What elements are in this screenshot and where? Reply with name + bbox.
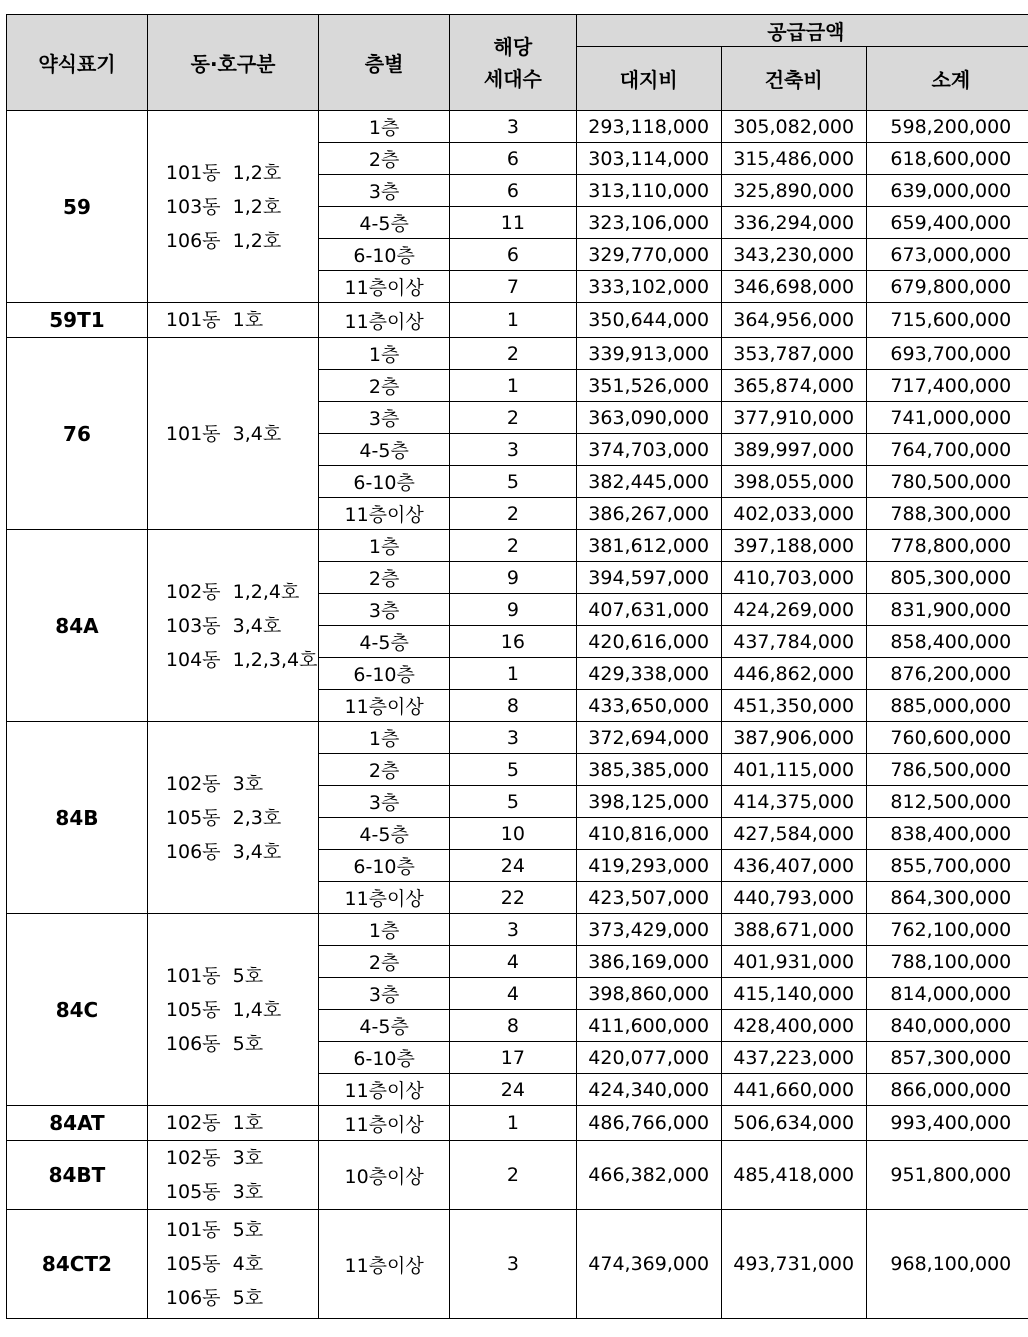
floor-cell: 6-10층: [319, 239, 450, 271]
household-count-cell: 5: [450, 754, 577, 786]
subtotal-cell: 788,300,000: [866, 498, 1028, 530]
land-cost-cell: 420,077,000: [576, 1042, 721, 1074]
subtotal-cell: 717,400,000: [866, 370, 1028, 402]
household-count-cell: 8: [450, 690, 577, 722]
unit-type-cell: 84AT: [7, 1106, 148, 1141]
building-cost-cell: 343,230,000: [721, 239, 866, 271]
dong-ho-cell: [147, 303, 318, 338]
subtotal-cell: 876,200,000: [866, 658, 1028, 690]
subtotal-cell: 760,600,000: [866, 722, 1028, 754]
land-cost-cell: 410,816,000: [576, 818, 721, 850]
land-cost-cell: 419,293,000: [576, 850, 721, 882]
household-count-cell: 22: [450, 882, 577, 914]
land-cost-cell: 373,429,000: [576, 914, 721, 946]
supply-price-table: [6, 14, 1028, 1319]
table-row: [7, 722, 1028, 754]
building-cost-cell: 427,584,000: [721, 818, 866, 850]
household-count-cell: 3: [450, 111, 577, 143]
land-cost-cell: 486,766,000: [576, 1106, 721, 1141]
land-cost-cell: 429,338,000: [576, 658, 721, 690]
building-cost-cell: 451,350,000: [721, 690, 866, 722]
table-row: [7, 1210, 1028, 1319]
household-count-cell: 9: [450, 594, 577, 626]
floor-cell: 2층: [319, 946, 450, 978]
land-cost-cell: 339,913,000: [576, 338, 721, 370]
subtotal-cell: 858,400,000: [866, 626, 1028, 658]
floor-cell: 4-5층: [319, 626, 450, 658]
land-cost-cell: 333,102,000: [576, 271, 721, 303]
land-cost-cell: 466,382,000: [576, 1141, 721, 1210]
building-cost-cell: 401,931,000: [721, 946, 866, 978]
dong-ho-line: 105동 2,3호: [165, 806, 282, 829]
subtotal-cell: 885,000,000: [866, 690, 1028, 722]
floor-cell: 2층: [319, 562, 450, 594]
land-cost-cell: 407,631,000: [576, 594, 721, 626]
header-dong: 동·호구분: [147, 15, 318, 111]
building-cost-cell: 365,874,000: [721, 370, 866, 402]
header-building: 건축비: [721, 47, 866, 111]
subtotal-cell: 780,500,000: [866, 466, 1028, 498]
table-row: [7, 1141, 1028, 1210]
building-cost-cell: 397,188,000: [721, 530, 866, 562]
subtotal-cell: 639,000,000: [866, 175, 1028, 207]
building-cost-cell: 402,033,000: [721, 498, 866, 530]
subtotal-cell: 618,600,000: [866, 143, 1028, 175]
table-row: [7, 338, 1028, 370]
land-cost-cell: 382,445,000: [576, 466, 721, 498]
floor-cell: 6-10층: [319, 1042, 450, 1074]
floor-cell: 1층: [319, 338, 450, 370]
household-count-cell: 24: [450, 850, 577, 882]
building-cost-cell: 336,294,000: [721, 207, 866, 239]
dong-ho-cell: [147, 1106, 318, 1141]
building-cost-cell: 436,407,000: [721, 850, 866, 882]
subtotal-cell: 788,100,000: [866, 946, 1028, 978]
household-count-cell: 1: [450, 370, 577, 402]
header-floor: 층별: [319, 15, 450, 111]
building-cost-cell: 346,698,000: [721, 271, 866, 303]
dong-ho-cell: [147, 530, 318, 722]
dong-ho-line: 103동 1,2호: [165, 195, 282, 218]
dong-ho-line: 106동 5호: [165, 1287, 264, 1309]
floor-cell: 1층: [319, 111, 450, 143]
land-cost-cell: 411,600,000: [576, 1010, 721, 1042]
table-row: [7, 303, 1028, 338]
land-cost-cell: 323,106,000: [576, 207, 721, 239]
floor-cell: 3층: [319, 786, 450, 818]
subtotal-cell: 814,000,000: [866, 978, 1028, 1010]
household-count-cell: 4: [450, 946, 577, 978]
table-row: [7, 914, 1028, 946]
unit-type-cell: 84A: [7, 530, 148, 722]
subtotal-cell: 786,500,000: [866, 754, 1028, 786]
subtotal-cell: 598,200,000: [866, 111, 1028, 143]
subtotal-cell: 693,700,000: [866, 338, 1028, 370]
land-cost-cell: 424,340,000: [576, 1074, 721, 1106]
land-cost-cell: 474,369,000: [576, 1210, 721, 1319]
household-count-cell: 11: [450, 207, 577, 239]
household-count-cell: 3: [450, 1210, 577, 1319]
land-cost-cell: 363,090,000: [576, 402, 721, 434]
dong-ho-line: 103동 3,4호: [165, 614, 282, 637]
household-count-cell: 16: [450, 626, 577, 658]
floor-cell: 1층: [319, 530, 450, 562]
floor-cell: 3층: [319, 402, 450, 434]
table-body: [7, 111, 1028, 1319]
building-cost-cell: 364,956,000: [721, 303, 866, 338]
dong-ho-cell: [147, 111, 318, 303]
floor-cell: 2층: [319, 370, 450, 402]
unit-type-cell: 84CT2: [7, 1210, 148, 1319]
household-count-cell: 6: [450, 239, 577, 271]
household-count-cell: 6: [450, 175, 577, 207]
dong-ho-line: 101동 5호: [165, 1219, 264, 1241]
land-cost-cell: 398,860,000: [576, 978, 721, 1010]
land-cost-cell: 329,770,000: [576, 239, 721, 271]
household-count-cell: 1: [450, 658, 577, 690]
floor-cell: 4-5층: [319, 1010, 450, 1042]
table-row: [7, 1106, 1028, 1141]
dong-ho-cell: [147, 338, 318, 530]
floor-cell: 3층: [319, 594, 450, 626]
land-cost-cell: 385,385,000: [576, 754, 721, 786]
header-type: 약식표기: [7, 15, 148, 111]
dong-ho-line: 106동 5호: [165, 1032, 264, 1055]
floor-cell: 2층: [319, 143, 450, 175]
floor-cell: 6-10층: [319, 850, 450, 882]
subtotal-cell: 679,800,000: [866, 271, 1028, 303]
subtotal-cell: 864,300,000: [866, 882, 1028, 914]
household-count-cell: 3: [450, 434, 577, 466]
header-supply: 공급금액: [576, 15, 1028, 47]
subtotal-cell: 838,400,000: [866, 818, 1028, 850]
header-subtotal: 소계: [866, 47, 1028, 111]
building-cost-cell: 377,910,000: [721, 402, 866, 434]
floor-cell: 3층: [319, 978, 450, 1010]
household-count-cell: 2: [450, 530, 577, 562]
household-count-cell: 8: [450, 1010, 577, 1042]
floor-cell: 11층이상: [319, 1210, 450, 1319]
building-cost-cell: 410,703,000: [721, 562, 866, 594]
subtotal-cell: 762,100,000: [866, 914, 1028, 946]
floor-cell: 11층이상: [319, 882, 450, 914]
household-count-cell: 24: [450, 1074, 577, 1106]
floor-cell: 6-10층: [319, 466, 450, 498]
table-row: [7, 530, 1028, 562]
dong-ho-line: 102동 3호: [165, 772, 264, 795]
building-cost-cell: 414,375,000: [721, 786, 866, 818]
subtotal-cell: 857,300,000: [866, 1042, 1028, 1074]
building-cost-cell: 493,731,000: [721, 1210, 866, 1319]
household-count-cell: 1: [450, 303, 577, 338]
building-cost-cell: 415,140,000: [721, 978, 866, 1010]
building-cost-cell: 485,418,000: [721, 1141, 866, 1210]
household-count-cell: 5: [450, 466, 577, 498]
subtotal-cell: 855,700,000: [866, 850, 1028, 882]
land-cost-cell: 351,526,000: [576, 370, 721, 402]
subtotal-cell: 831,900,000: [866, 594, 1028, 626]
land-cost-cell: 386,267,000: [576, 498, 721, 530]
dong-ho-cell: [147, 1141, 318, 1210]
land-cost-cell: 350,644,000: [576, 303, 721, 338]
floor-cell: 11층이상: [319, 1106, 450, 1141]
land-cost-cell: 381,612,000: [576, 530, 721, 562]
household-count-cell: 2: [450, 498, 577, 530]
land-cost-cell: 372,694,000: [576, 722, 721, 754]
unit-type-cell: 84B: [7, 722, 148, 914]
land-cost-cell: 374,703,000: [576, 434, 721, 466]
dong-ho-line: 102동 3호: [165, 1147, 264, 1169]
unit-type-cell: 59: [7, 111, 148, 303]
building-cost-cell: 506,634,000: [721, 1106, 866, 1141]
dong-ho-line: 105동 4호: [165, 1253, 264, 1275]
floor-cell: 3층: [319, 175, 450, 207]
subtotal-cell: 840,000,000: [866, 1010, 1028, 1042]
building-cost-cell: 446,862,000: [721, 658, 866, 690]
household-count-cell: 2: [450, 402, 577, 434]
dong-ho-line: 104동 1,2,3,4호: [165, 648, 318, 671]
dong-ho-line: 106동 3,4호: [165, 840, 282, 863]
building-cost-cell: 401,115,000: [721, 754, 866, 786]
floor-cell: 4-5층: [319, 207, 450, 239]
floor-cell: 11층이상: [319, 690, 450, 722]
dong-ho-cell: [147, 1210, 318, 1319]
land-cost-cell: 303,114,000: [576, 143, 721, 175]
subtotal-cell: 805,300,000: [866, 562, 1028, 594]
household-count-cell: 4: [450, 978, 577, 1010]
floor-cell: 4-5층: [319, 434, 450, 466]
unit-type-cell: 84C: [7, 914, 148, 1106]
building-cost-cell: 424,269,000: [721, 594, 866, 626]
subtotal-cell: 764,700,000: [866, 434, 1028, 466]
building-cost-cell: 315,486,000: [721, 143, 866, 175]
building-cost-cell: 305,082,000: [721, 111, 866, 143]
floor-cell: 11층이상: [319, 498, 450, 530]
dong-ho-line: 101동 5호: [165, 964, 264, 987]
unit-type-cell: 59T1: [7, 303, 148, 338]
subtotal-cell: 993,400,000: [866, 1106, 1028, 1141]
subtotal-cell: 968,100,000: [866, 1210, 1028, 1319]
floor-cell: 1층: [319, 722, 450, 754]
dong-ho-line: 106동 1,2호: [165, 229, 282, 252]
building-cost-cell: 325,890,000: [721, 175, 866, 207]
building-cost-cell: 398,055,000: [721, 466, 866, 498]
household-count-cell: 10: [450, 818, 577, 850]
land-cost-cell: 423,507,000: [576, 882, 721, 914]
building-cost-cell: 437,223,000: [721, 1042, 866, 1074]
land-cost-cell: 420,616,000: [576, 626, 721, 658]
floor-cell: 2층: [319, 754, 450, 786]
subtotal-cell: 715,600,000: [866, 303, 1028, 338]
dong-ho-line: 102동 1,2,4호: [165, 580, 300, 603]
land-cost-cell: 386,169,000: [576, 946, 721, 978]
floor-cell: 6-10층: [319, 658, 450, 690]
dong-ho-cell: [147, 914, 318, 1106]
dong-ho-line: 101동 1호: [165, 309, 264, 331]
land-cost-cell: 293,118,000: [576, 111, 721, 143]
subtotal-cell: 778,800,000: [866, 530, 1028, 562]
household-count-cell: 2: [450, 338, 577, 370]
household-count-cell: 3: [450, 914, 577, 946]
header-land: 대지비: [576, 47, 721, 111]
dong-ho-line: 101동 3,4호: [165, 422, 282, 445]
floor-cell: 11층이상: [319, 303, 450, 338]
household-count-cell: 9: [450, 562, 577, 594]
household-count-cell: 1: [450, 1106, 577, 1141]
header-count-label: 해당 세대수: [483, 34, 542, 91]
building-cost-cell: 428,400,000: [721, 1010, 866, 1042]
floor-cell: 11층이상: [319, 1074, 450, 1106]
land-cost-cell: 433,650,000: [576, 690, 721, 722]
building-cost-cell: 387,906,000: [721, 722, 866, 754]
subtotal-cell: 741,000,000: [866, 402, 1028, 434]
header-count: [450, 15, 577, 111]
building-cost-cell: 353,787,000: [721, 338, 866, 370]
floor-cell: 10층이상: [319, 1141, 450, 1210]
dong-ho-line: 102동 1호: [165, 1112, 264, 1134]
building-cost-cell: 440,793,000: [721, 882, 866, 914]
floor-cell: 1층: [319, 914, 450, 946]
dong-ho-line: 101동 1,2호: [165, 161, 282, 184]
unit-type-cell: 76: [7, 338, 148, 530]
subtotal-cell: 812,500,000: [866, 786, 1028, 818]
table-row: [7, 111, 1028, 143]
dong-ho-cell: [147, 722, 318, 914]
floor-cell: 11층이상: [319, 271, 450, 303]
subtotal-cell: 673,000,000: [866, 239, 1028, 271]
subtotal-cell: 951,800,000: [866, 1141, 1028, 1210]
unit-type-cell: 84BT: [7, 1141, 148, 1210]
subtotal-cell: 866,000,000: [866, 1074, 1028, 1106]
household-count-cell: 5: [450, 786, 577, 818]
dong-ho-line: 105동 3호: [165, 1181, 264, 1203]
floor-cell: 4-5층: [319, 818, 450, 850]
household-count-cell: 7: [450, 271, 577, 303]
household-count-cell: 6: [450, 143, 577, 175]
dong-ho-line: 105동 1,4호: [165, 998, 282, 1021]
land-cost-cell: 394,597,000: [576, 562, 721, 594]
building-cost-cell: 437,784,000: [721, 626, 866, 658]
household-count-cell: 2: [450, 1141, 577, 1210]
building-cost-cell: 441,660,000: [721, 1074, 866, 1106]
land-cost-cell: 398,125,000: [576, 786, 721, 818]
household-count-cell: 17: [450, 1042, 577, 1074]
subtotal-cell: 659,400,000: [866, 207, 1028, 239]
household-count-cell: 3: [450, 722, 577, 754]
land-cost-cell: 313,110,000: [576, 175, 721, 207]
building-cost-cell: 388,671,000: [721, 914, 866, 946]
building-cost-cell: 389,997,000: [721, 434, 866, 466]
